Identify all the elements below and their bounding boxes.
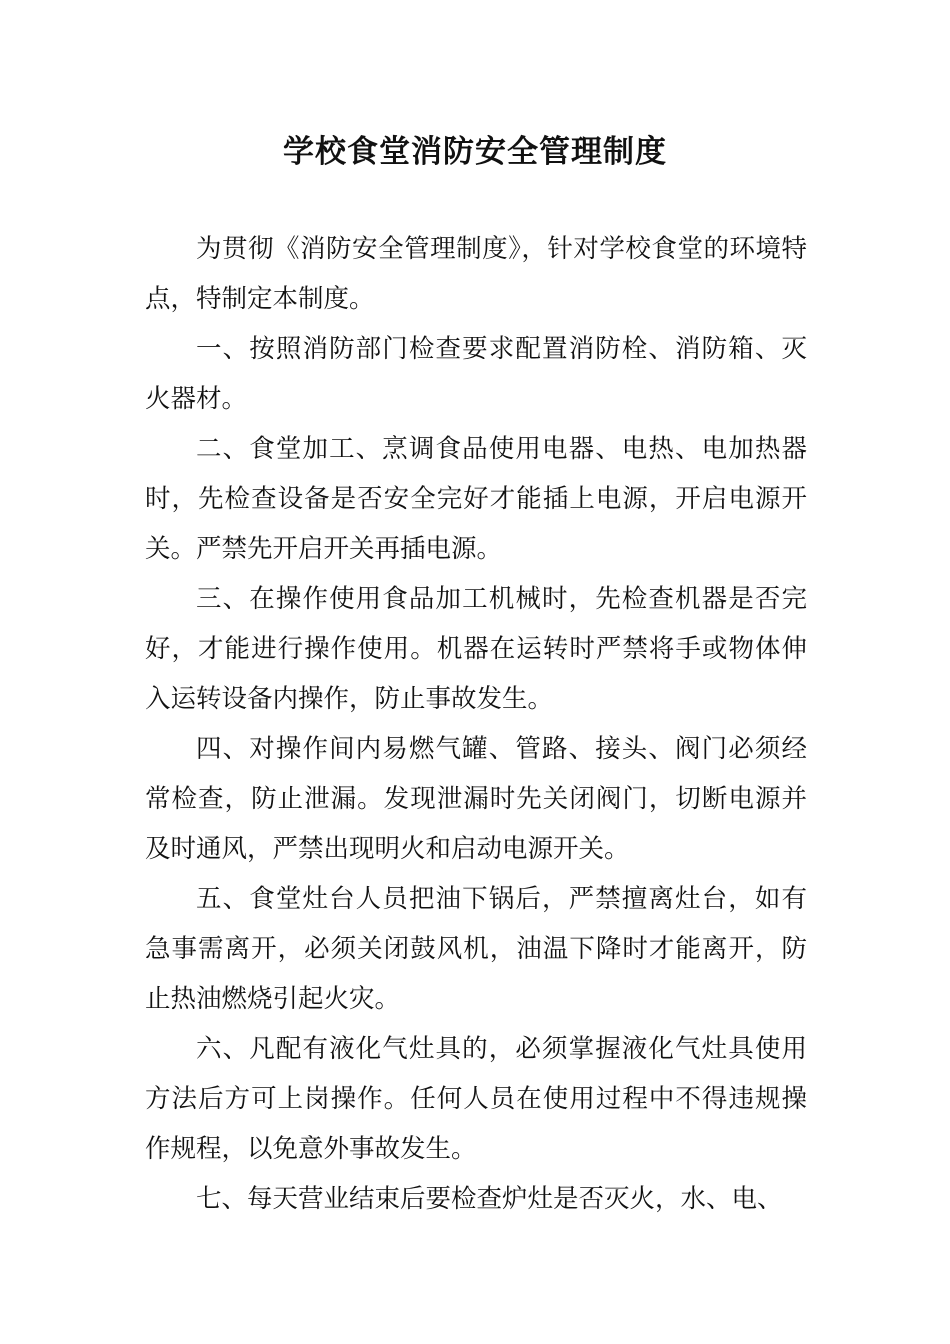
paragraph-rule-7: 七、每天营业结束后要检查炉灶是否灭火，水、电、: [196, 1184, 783, 1214]
paragraph-rule-6: 六、凡配有液化气灶具的，必须掌握液化气灶具使用方法后方可上岗操作。任何人员在使用过程中不得违规操作规程，以免意外事故发生。: [145, 1034, 807, 1164]
paragraph-intro: 为贯彻《消防安全管理制度》，针对学校食堂的环境特点，特制定本制度。: [145, 234, 807, 314]
paragraph-rule-4: 四、对操作间内易燃气罐、管路、接头、阀门必须经常检查，防止泄漏。发现泄漏时先关闭阀门，切断电源并及时通风，严禁出现明火和启动电源开关。: [145, 734, 807, 864]
paragraph-rule-3: 三、在操作使用食品加工机械时，先检查机器是否完好，才能进行操作使用。机器在运转时严禁将手或物体伸入运转设备内操作，防止事故发生。: [145, 584, 807, 714]
document-title: 学校食堂消防安全管理制度: [283, 134, 667, 170]
document-body: [145, 224, 807, 1224]
paragraph-rule-2: 二、食堂加工、烹调食品使用电器、电热、电加热器时，先检查设备是否安全完好才能插上电源，开启电源开关。严禁先开启开关再插电源。: [145, 434, 807, 564]
paragraph-rule-1: 一、按照消防部门检查要求配置消防栓、消防箱、灭火器材。: [145, 334, 807, 414]
paragraph-rule-5: 五、食堂灶台人员把油下锅后，严禁擅离灶台，如有急事需离开，必须关闭鼓风机，油温下降时才能离开，防止热油燃烧引起火灾。: [145, 884, 807, 1014]
